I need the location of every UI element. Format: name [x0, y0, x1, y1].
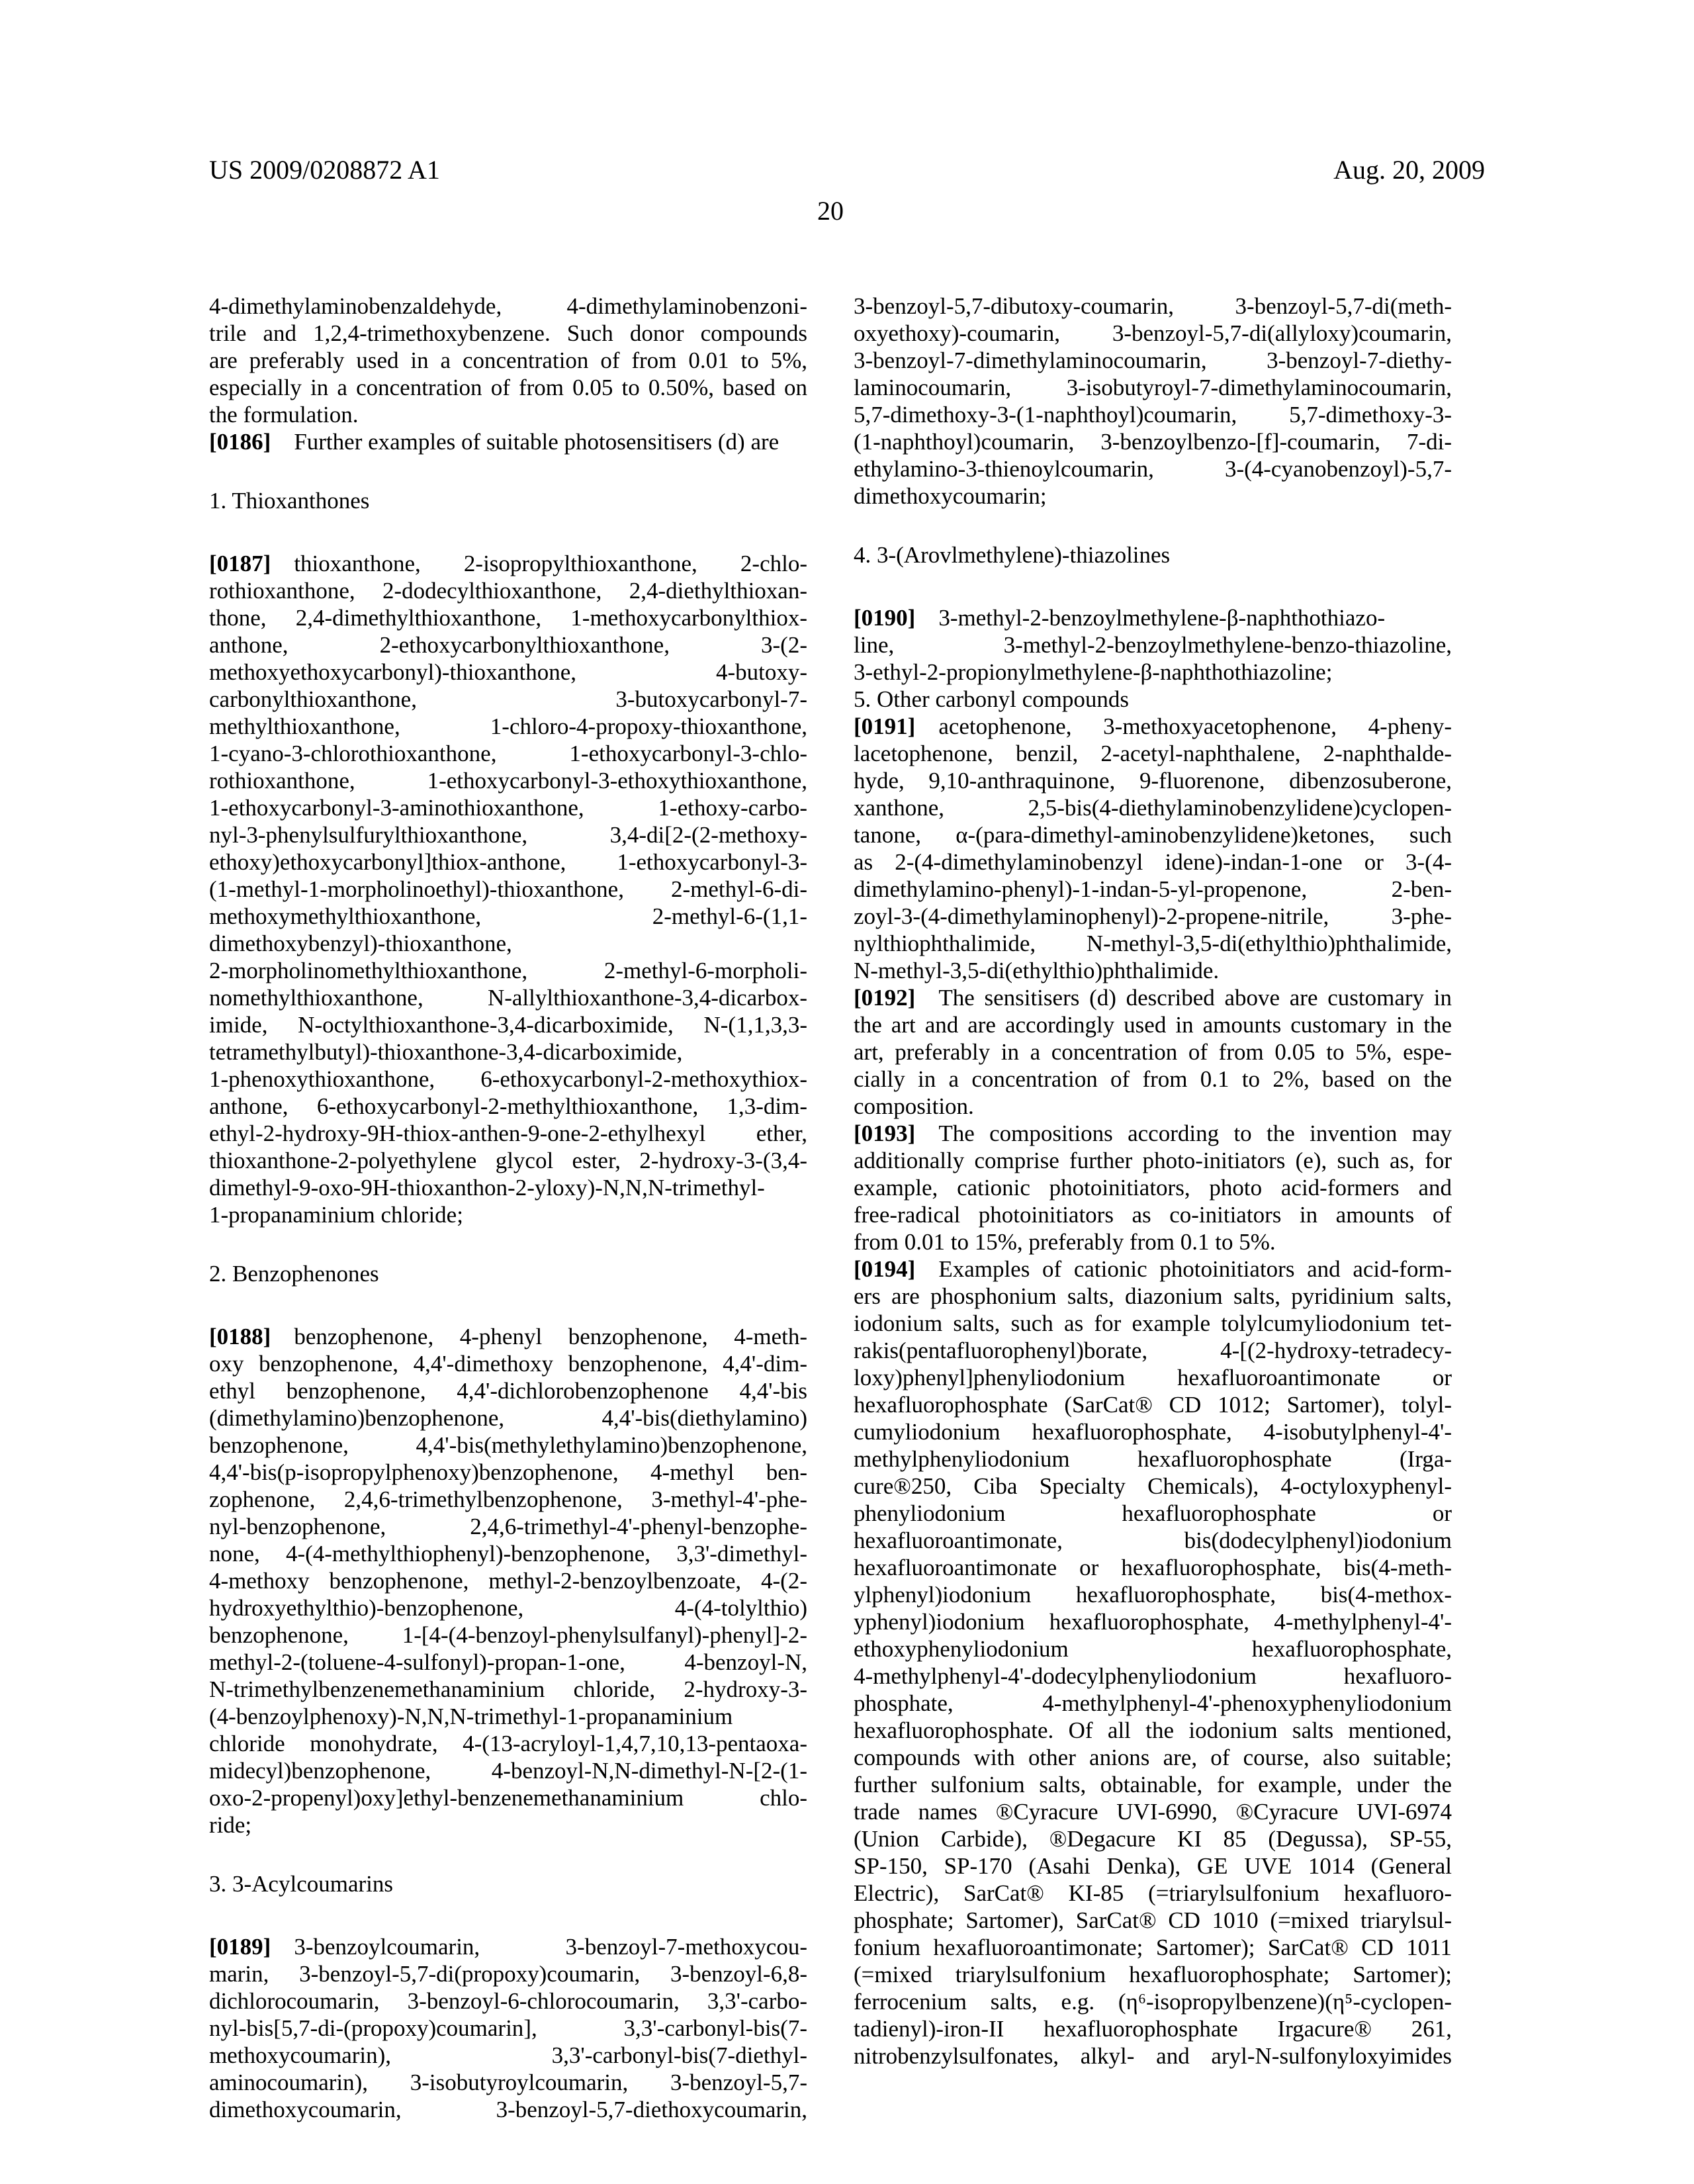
text-line: 5. Other carbonyl compounds: [854, 686, 1130, 712]
text-line: 3-benzoyl-5,7-dibutoxy-coumarin, 3-benzoyl-5,7-di(meth-: [854, 293, 1452, 319]
text-line: tanone, α-(para-dimethyl-aminobenzylidene)ketones, such: [854, 822, 1452, 848]
paragraph: [209, 1933, 807, 2123]
text-line: ferrocenium salts, e.g. (η⁶-isopropylbenzene)(η⁵-cyclopen-: [854, 1989, 1452, 2015]
text-line: methoxyethoxycarbonyl)-thioxanthone, 4-butoxy-: [209, 659, 807, 685]
paragraph: [854, 984, 1452, 1120]
text-line: example, cationic photoinitiators, photo acid-formers and: [854, 1175, 1452, 1201]
text-line: nomethylthioxanthone, N-allylthioxanthone-3,4-dicarbox-: [209, 985, 807, 1011]
text-line: phenyliodonium hexafluorophosphate or: [854, 1500, 1452, 1526]
text-line: [0191] acetophenone, 3-methoxyacetophenone, 4-pheny-: [854, 713, 1452, 739]
section-heading: 4. 3-(Arovlmethylene)-thiazolines: [854, 542, 1171, 568]
text-line: dimethoxycoumarin, 3-benzoyl-5,7-diethoxycoumarin,: [209, 2097, 807, 2122]
text-line: [0186] Further examples of suitable photosensitisers (d) are: [209, 429, 780, 455]
page-header: [209, 155, 1485, 185]
text-line: cure®250, Ciba Specialty Chemicals), 4-octyloxyphenyl-: [854, 1473, 1452, 1499]
text-line: anthone, 2-ethoxycarbonylthioxanthone, 3-(2-: [209, 632, 807, 658]
paragraph-number: [0192]: [854, 985, 916, 1011]
paragraph-number: [0190]: [854, 605, 916, 631]
text-line: are preferably used in a concentration of from 0.01 to 5%,: [209, 347, 807, 373]
text-line: methylphenyliodonium hexafluorophosphate (Irga-: [854, 1446, 1452, 1472]
text-line: thone, 2,4-dimethylthioxanthone, 1-methoxycarbonylthiox-: [209, 605, 807, 631]
text-line: loxy)phenyl]phenyliodonium hexafluoroantimonate or: [854, 1365, 1452, 1390]
paragraph: [854, 604, 1452, 713]
column-right: [854, 293, 1452, 2123]
text-line: thioxanthone-2-polyethylene glycol ester, 2-hydroxy-3-(3,4-: [209, 1148, 807, 1173]
text-line: nyl-bis[5,7-di-(propoxy)coumarin], 3,3'-carbonyl-bis(7-: [209, 2015, 807, 2041]
text-line: nyl-3-phenylsulfurylthioxanthone, 3,4-di[2-(2-methoxy-: [209, 822, 807, 848]
paragraph-number: [0187]: [209, 551, 271, 576]
text-line: ethyl benzophenone, 4,4'-dichlorobenzophenone 4,4'-bis: [209, 1378, 807, 1404]
section-heading: 3. 3-Acylcoumarins: [209, 1871, 393, 1897]
text-line: (1-methyl-1-morpholinoethyl)-thioxanthone, 2-methyl-6-di-: [209, 876, 807, 902]
text-line: ethylamino-3-thienoylcoumarin, 3-(4-cyanobenzoyl)-5,7-: [854, 456, 1452, 482]
text-line: (=mixed triarylsulfonium hexafluorophosphate; Sartomer);: [854, 1962, 1452, 1987]
text-line: laminocoumarin, 3-isobutyroyl-7-dimethylaminocoumarin,: [854, 375, 1452, 400]
text-line: hexafluorophosphate (SarCat® CD 1012; Sartomer), tolyl-: [854, 1392, 1452, 1418]
text-line: compounds with other anions are, of course, also suitable;: [854, 1745, 1452, 1770]
text-line: 1-cyano-3-chlorothioxanthone, 1-ethoxycarbonyl-3-chlo-: [209, 741, 807, 766]
text-line: [0192] The sensitisers (d) described above are customary in: [854, 985, 1452, 1011]
paragraph-number: [0186]: [209, 429, 271, 455]
text-line: methoxymethylthioxanthone, 2-methyl-6-(1,1-: [209, 903, 807, 929]
text-line: methoxycoumarin), 3,3'-carbonyl-bis(7-diethyl-: [209, 2042, 807, 2068]
text-line: imide, N-octylthioxanthone-3,4-dicarboximide, N-(1,1,3,3-: [209, 1012, 807, 1038]
text-line: hexafluoroantimonate or hexafluorophosphate, bis(4-meth-: [854, 1555, 1452, 1580]
text-line: 1-propanaminium chloride;: [209, 1202, 463, 1228]
text-line: line, 3-methyl-2-benzoylmethylene-benzo-thiazoline,: [854, 632, 1452, 658]
text-line: 1-phenoxythioxanthone, 6-ethoxycarbonyl-2-methoxythiox-: [209, 1066, 807, 1092]
content-columns: [209, 293, 1452, 2123]
text-line: the art and are accordingly used in amounts customary in the: [854, 1012, 1452, 1038]
text-line: oxyethoxy)-coumarin, 3-benzoyl-5,7-di(allyloxy)coumarin,: [854, 320, 1452, 346]
text-line: oxo-2-propenyl)oxy]ethyl-benzenemethanaminium chlo-: [209, 1785, 807, 1811]
text-line: marin, 3-benzoyl-5,7-di(propoxy)coumarin, 3-benzoyl-6,8-: [209, 1961, 807, 1987]
paragraph: [854, 293, 1452, 510]
text-line: [0190] 3-methyl-2-benzoylmethylene-β-naphthothiazo-: [854, 605, 1386, 631]
text-line: rothioxanthone, 2-dodecylthioxanthone, 2,4-diethylthioxan-: [209, 578, 807, 604]
text-line: ylphenyl)iodonium hexafluorophosphate, bis(4-methox-: [854, 1582, 1452, 1608]
paragraph-number: [0193]: [854, 1120, 916, 1146]
text-line: hydroxyethylthio)-benzophenone, 4-(4-tolylthio): [209, 1595, 807, 1621]
text-line: lacetophenone, benzil, 2-acetyl-naphthalene, 2-naphthalde-: [854, 741, 1452, 766]
text-line: 3-ethyl-2-propionylmethylene-β-naphthothiazoline;: [854, 659, 1333, 685]
text-line: cumyliodonium hexafluorophosphate, 4-isobutylphenyl-4'-: [854, 1419, 1452, 1445]
text-line: trade names ®Cyracure UVI-6990, ®Cyracure UVI-6974: [854, 1799, 1452, 1825]
text-line: midecyl)benzophenone, 4-benzoyl-N,N-dimethyl-N-[2-(1-: [209, 1758, 807, 1784]
text-line: 4-methoxy benzophenone, methyl-2-benzoylbenzoate, 4-(2-: [209, 1568, 807, 1594]
text-line: trile and 1,2,4-trimethoxybenzene. Such donor compounds: [209, 320, 807, 346]
text-line: [0193] The compositions according to the invention may: [854, 1120, 1452, 1146]
column-left: [209, 293, 807, 2123]
text-line: ethyl-2-hydroxy-9H-thiox-anthen-9-one-2-ethylhexyl ether,: [209, 1120, 807, 1146]
text-line: especially in a concentration of from 0.05 to 0.50%, based on: [209, 375, 807, 400]
text-line: nylthiophthalimide, N-methyl-3,5-di(ethylthio)phthalimide,: [854, 931, 1452, 956]
paragraph-number: [0194]: [854, 1256, 916, 1282]
text-line: 2-morpholinomethylthioxanthone, 2-methyl-6-morpholi-: [209, 958, 807, 983]
text-line: dimethoxycoumarin;: [854, 483, 1047, 509]
text-line: iodonium salts, such as for example tolylcumyliodonium tet-: [854, 1310, 1452, 1336]
text-line: phosphate; Sartomer), SarCat® CD 1010 (=mixed triarylsul-: [854, 1907, 1452, 1933]
text-line: phosphate, 4-methylphenyl-4'-phenoxyphenyliodonium: [854, 1690, 1452, 1716]
text-line: anthone, 6-ethoxycarbonyl-2-methylthioxanthone, 1,3-dim-: [209, 1093, 807, 1119]
text-line: dichlorocoumarin, 3-benzoyl-6-chlorocoumarin, 3,3'-carbo-: [209, 1988, 807, 2014]
text-line: hexafluorophosphate. Of all the iodonium salts mentioned,: [854, 1717, 1452, 1743]
text-line: 1-ethoxycarbonyl-3-aminothioxanthone, 1-ethoxy-carbo-: [209, 795, 807, 821]
text-line: none, 4-(4-methylthiophenyl)-benzophenone, 3,3'-dimethyl-: [209, 1541, 807, 1567]
paragraph: [209, 293, 807, 428]
text-line: 4-dimethylaminobenzaldehyde, 4-dimethylaminobenzoni-: [209, 293, 807, 319]
text-line: 4,4'-bis(p-isopropylphenoxy)benzophenone, 4-methyl ben-: [209, 1459, 807, 1485]
text-line: oxy benzophenone, 4,4'-dimethoxy benzophenone, 4,4'-dim-: [209, 1351, 807, 1377]
text-line: nyl-benzophenone, 2,4,6-trimethyl-4'-phenyl-benzophe-: [209, 1514, 807, 1539]
text-line: ethoxy)ethoxycarbonyl]thiox-anthone, 1-ethoxycarbonyl-3-: [209, 849, 807, 875]
paragraph: [854, 1120, 1452, 1255]
text-line: zophenone, 2,4,6-trimethylbenzophenone, 3-methyl-4'-phe-: [209, 1486, 807, 1512]
text-line: rakis(pentafluorophenyl)borate, 4-[(2-hydroxy-tetradecy-: [854, 1338, 1452, 1363]
section-heading: 2. Benzophenones: [209, 1261, 379, 1287]
text-line: methyl-2-(toluene-4-sulfonyl)-propan-1-one, 4-benzoyl-N,: [209, 1649, 807, 1675]
text-line: [0187] thioxanthone, 2-isopropylthioxanthone, 2-chlo-: [209, 551, 807, 576]
paragraph: [209, 428, 807, 455]
text-line: additionally comprise further photo-initiators (e), such as, for: [854, 1148, 1452, 1173]
text-line: 4-methylphenyl-4'-dodecylphenyliodonium hexafluoro-: [854, 1663, 1452, 1689]
patent-number: US 2009/0208872 A1: [209, 155, 440, 185]
text-line: benzophenone, 1-[4-(4-benzoyl-phenylsulfanyl)-phenyl]-2-: [209, 1622, 807, 1648]
text-line: further sulfonium salts, obtainable, for example, under the: [854, 1772, 1452, 1797]
text-line: rothioxanthone, 1-ethoxycarbonyl-3-ethoxythioxanthone,: [209, 768, 807, 794]
text-line: zoyl-3-(4-dimethylaminophenyl)-2-propene-nitrile, 3-phe-: [854, 903, 1452, 929]
text-line: composition.: [854, 1093, 974, 1119]
paragraph: [854, 713, 1452, 984]
text-line: yphenyl)iodonium hexafluorophosphate, 4-methylphenyl-4'-: [854, 1609, 1452, 1635]
text-line: art, preferably in a concentration of from 0.05 to 5%, espe-: [854, 1039, 1452, 1065]
paragraph-number: [0188]: [209, 1324, 271, 1349]
text-line: cially in a concentration of from 0.1 to 2%, based on the: [854, 1066, 1452, 1092]
page-number: 20: [817, 196, 844, 226]
text-line: nitrobenzylsulfonates, alkyl- and aryl-N-sulfonyloxyimides: [854, 2043, 1452, 2069]
text-line: (Union Carbide), ®Degacure KI 85 (Degussa), SP-55,: [854, 1826, 1452, 1852]
text-line: xanthone, 2,5-bis(4-diethylaminobenzylidene)cyclopen-: [854, 795, 1452, 821]
text-line: dimethylamino-phenyl)-1-indan-5-yl-propenone, 2-ben-: [854, 876, 1452, 902]
text-line: [0189] 3-benzoylcoumarin, 3-benzoyl-7-methoxycou-: [209, 1934, 807, 1960]
text-line: ers are phosphonium salts, diazonium salts, pyridinium salts,: [854, 1283, 1452, 1309]
text-line: [0194] Examples of cationic photoinitiators and acid-form-: [854, 1256, 1452, 1282]
paragraph: [209, 550, 807, 1228]
text-line: Electric), SarCat® KI-85 (=triarylsulfonium hexafluoro-: [854, 1880, 1452, 1906]
text-line: chloride monohydrate, 4-(13-acryloyl-1,4,7,10,13-pentaoxa-: [209, 1731, 807, 1756]
text-line: fonium hexafluoroantimonate; Sartomer); SarCat® CD 1011: [854, 1934, 1452, 1960]
text-line: (dimethylamino)benzophenone, 4,4'-bis(diethylamino): [209, 1405, 807, 1431]
paragraph-number: [0191]: [854, 713, 916, 739]
text-line: dimethoxybenzyl)-thioxanthone,: [209, 931, 512, 956]
text-line: methylthioxanthone, 1-chloro-4-propoxy-thioxanthone,: [209, 713, 807, 739]
paragraph: [854, 1255, 1452, 2070]
text-line: dimethyl-9-oxo-9H-thioxanthon-2-yloxy)-N,N,N-trimethyl-: [209, 1175, 765, 1201]
text-line: (4-benzoylphenoxy)-N,N,N-trimethyl-1-propanaminium: [209, 1704, 733, 1729]
text-line: tetramethylbutyl)-thioxanthone-3,4-dicarboximide,: [209, 1039, 683, 1065]
text-line: from 0.01 to 15%, preferably from 0.1 to 5%.: [854, 1229, 1276, 1255]
text-line: SP-150, SP-170 (Asahi Denka), GE UVE 1014 (General: [854, 1853, 1452, 1879]
text-line: ethoxyphenyliodonium hexafluorophosphate,: [854, 1636, 1452, 1662]
paragraph-number: [0189]: [209, 1934, 271, 1960]
text-line: hexafluoroantimonate, bis(dodecylphenyl)iodonium: [854, 1527, 1452, 1553]
text-line: free-radical photoinitiators as co-initiators in amounts of: [854, 1202, 1452, 1228]
text-line: N-trimethylbenzenemethanaminium chloride, 2-hydroxy-3-: [209, 1676, 807, 1702]
text-line: the formulation.: [209, 402, 359, 428]
text-line: [0188] benzophenone, 4-phenyl benzophenone, 4-meth-: [209, 1324, 807, 1349]
text-line: tadienyl)-iron-II hexafluorophosphate Irgacure® 261,: [854, 2016, 1452, 2042]
text-line: 5,7-dimethoxy-3-(1-naphthoyl)coumarin, 5,7-dimethoxy-3-: [854, 402, 1452, 428]
text-line: hyde, 9,10-anthraquinone, 9-fluorenone, dibenzosuberone,: [854, 768, 1452, 794]
text-line: ride;: [209, 1812, 252, 1838]
paragraph: [209, 1323, 807, 1839]
text-line: N-methyl-3,5-di(ethylthio)phthalimide.: [854, 958, 1220, 983]
text-line: benzophenone, 4,4'-bis(methylethylamino)benzophenone,: [209, 1432, 807, 1458]
text-line: aminocoumarin), 3-isobutyroylcoumarin, 3-benzoyl-5,7-: [209, 2070, 807, 2095]
text-line: 3-benzoyl-7-dimethylaminocoumarin, 3-benzoyl-7-diethy-: [854, 347, 1452, 373]
section-heading: 1. Thioxanthones: [209, 488, 370, 514]
text-line: as 2-(4-dimethylaminobenzyl idene)-indan-1-one or 3-(4-: [854, 849, 1452, 875]
text-line: (1-naphthoyl)coumarin, 3-benzoylbenzo-[f]-coumarin, 7-di-: [854, 429, 1452, 455]
publication-date: Aug. 20, 2009: [1333, 155, 1485, 185]
text-line: carbonylthioxanthone, 3-butoxycarbonyl-7-: [209, 686, 807, 712]
